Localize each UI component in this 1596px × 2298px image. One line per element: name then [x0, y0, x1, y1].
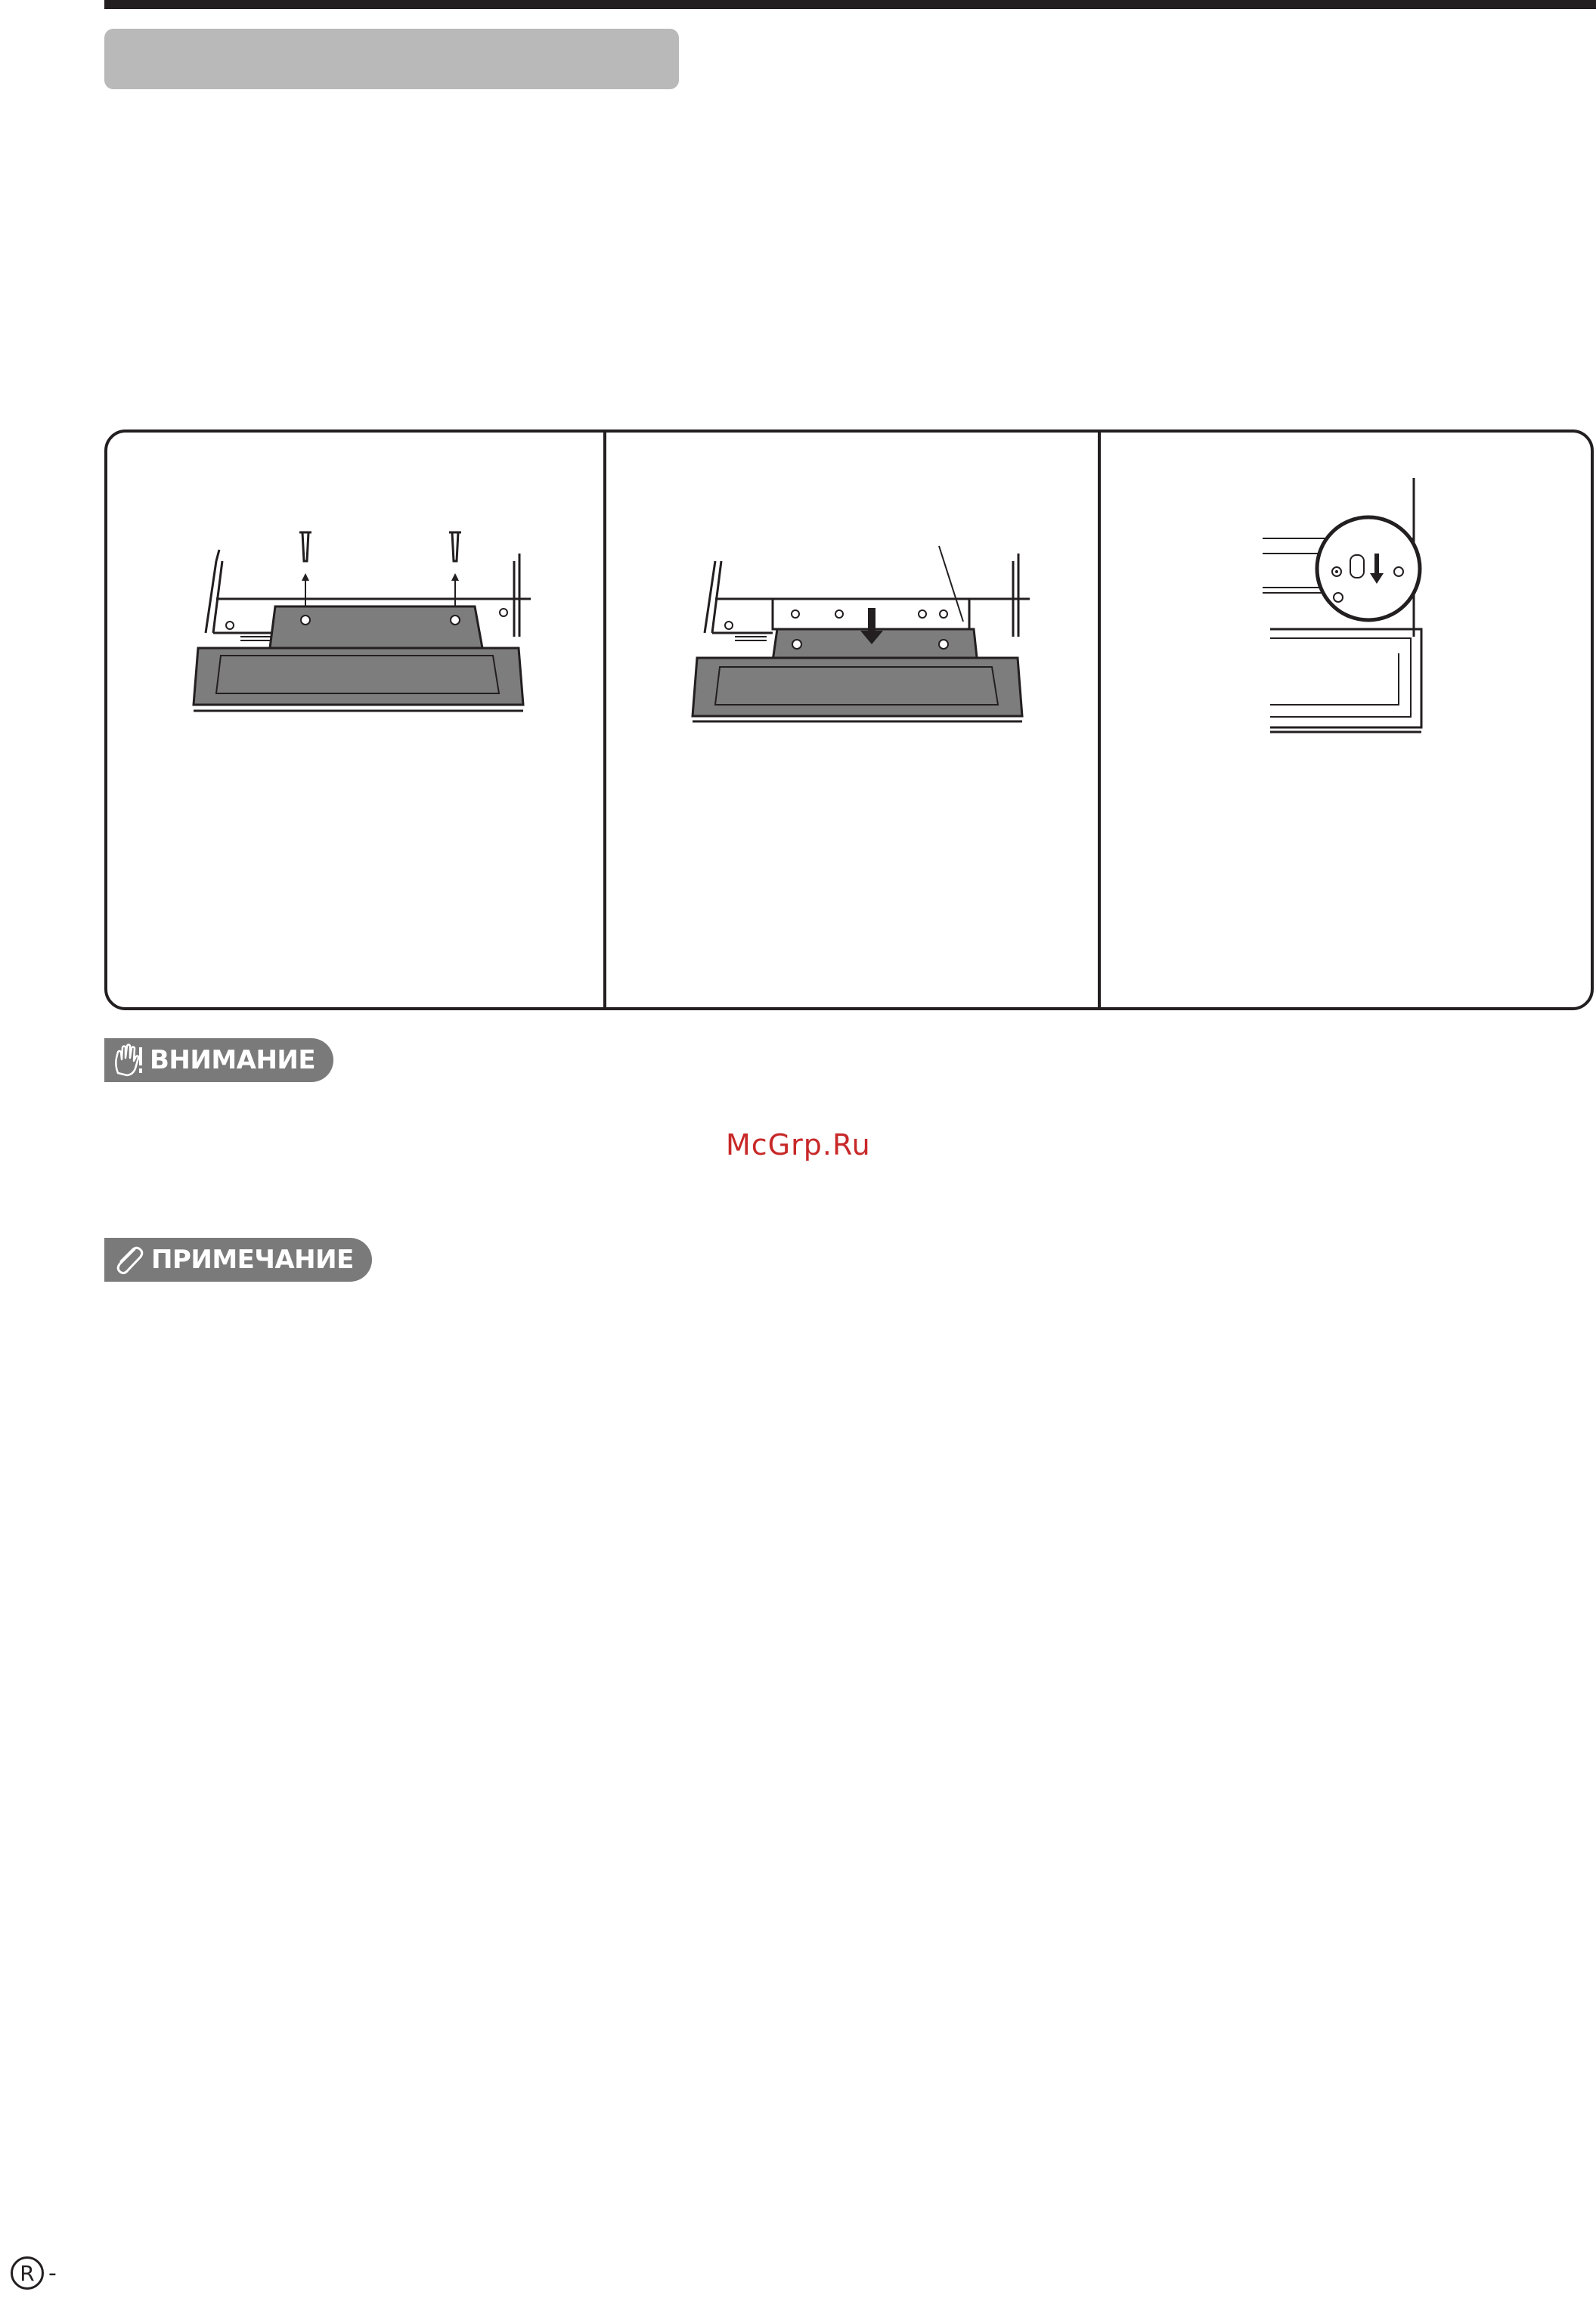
top-rule [104, 0, 1596, 9]
section-title-bar [104, 29, 679, 89]
note-label: ПРИМЕЧАНИЕ [151, 1245, 354, 1275]
note-badge [104, 1238, 372, 1282]
page-footer [11, 2256, 57, 2290]
hand-icon [112, 1043, 144, 1078]
stand-slide-off-illustration [682, 523, 1030, 735]
illustration-panel [104, 430, 1594, 1010]
watermark: McGrp.Ru [726, 1128, 871, 1161]
region-mark: R [11, 2256, 44, 2290]
panel-divider [1098, 433, 1101, 1007]
caution-label: ВНИМАНИЕ [150, 1045, 316, 1075]
stand-remove-screws-illustration [183, 523, 531, 735]
page-number-separator: - [48, 2259, 57, 2287]
panel-divider [603, 433, 606, 1007]
caution-badge [104, 1038, 333, 1082]
stand-closeup-illustration [1263, 478, 1459, 750]
paperclip-icon [112, 1243, 145, 1276]
